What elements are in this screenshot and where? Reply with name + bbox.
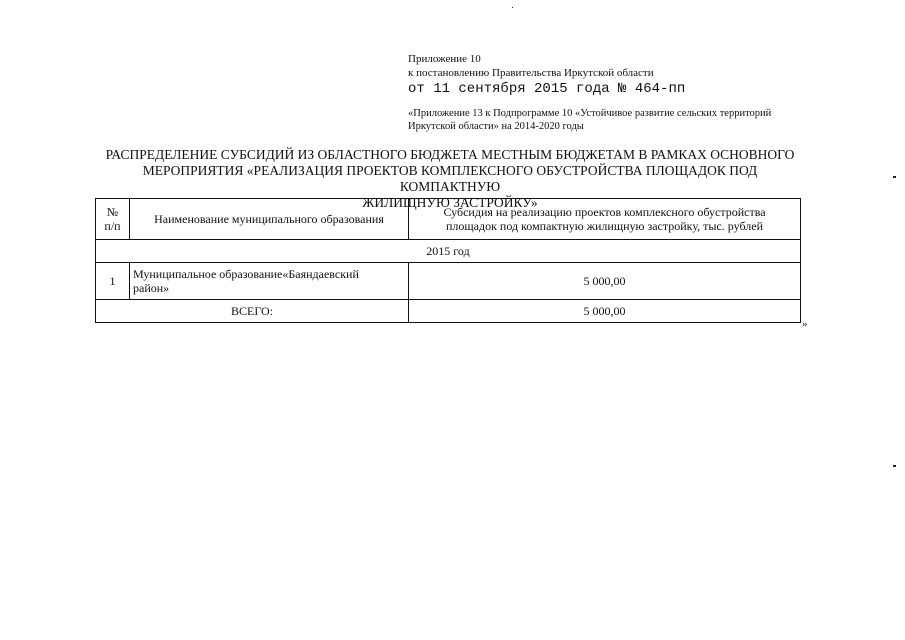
subsidy-table: [95, 198, 801, 323]
appendix-subprogram-line1: «Приложение 13 к Подпрограмме 10 «Устойчивое развитие сельских территорий: [408, 108, 772, 119]
row-municipality: Муниципальное образование«Баяндаевский район»: [130, 263, 409, 300]
decree-date-number: от 11 сентября 2015 года № 464-пп: [408, 81, 686, 97]
header-municipality: Наименование муниципального образования: [130, 199, 409, 240]
total-value: 5 000,00: [409, 300, 801, 323]
scan-speck: [893, 176, 896, 178]
title-line-3: ЖИЛИЩНУЮ ЗАСТРОЙКУ»: [362, 195, 538, 210]
header-number: № п/п: [96, 199, 130, 240]
year-label: 2015 год: [96, 240, 801, 263]
year-row: [96, 240, 801, 263]
title-line-2: МЕРОПРИЯТИЯ «РЕАЛИЗАЦИЯ ПРОЕКТОВ КОМПЛЕКСНОГО ОБУСТРОЙСТВА ПЛОЩАДОК ПОД КОМПАКТНУЮ: [142, 163, 758, 194]
header-subsidy: Субсидия на реализацию проектов комплексного обустройства площадок под компактную жилищную застройку, тыс. рублей: [409, 199, 801, 240]
closing-quote: »: [802, 318, 808, 330]
table-row: [96, 263, 801, 300]
total-row: [96, 300, 801, 323]
scan-speck: [512, 7, 513, 8]
total-label: ВСЕГО:: [96, 300, 409, 323]
row-number: 1: [96, 263, 130, 300]
appendix-subprogram-line2: Иркутской области» на 2014-2020 годы: [408, 121, 584, 132]
appendix-decree-ref: к постановлению Правительства Иркутской области: [408, 67, 654, 79]
table-header-row: [96, 199, 801, 240]
scan-speck: [893, 465, 896, 467]
title-line-1: РАСПРЕДЕЛЕНИЕ СУБСИДИЙ ИЗ ОБЛАСТНОГО БЮДЖЕТА МЕСТНЫМ БЮДЖЕТАМ В РАМКАХ ОСНОВНОГО: [105, 147, 795, 162]
row-subsidy-value: 5 000,00: [409, 263, 801, 300]
appendix-number: Приложение 10: [408, 53, 481, 65]
